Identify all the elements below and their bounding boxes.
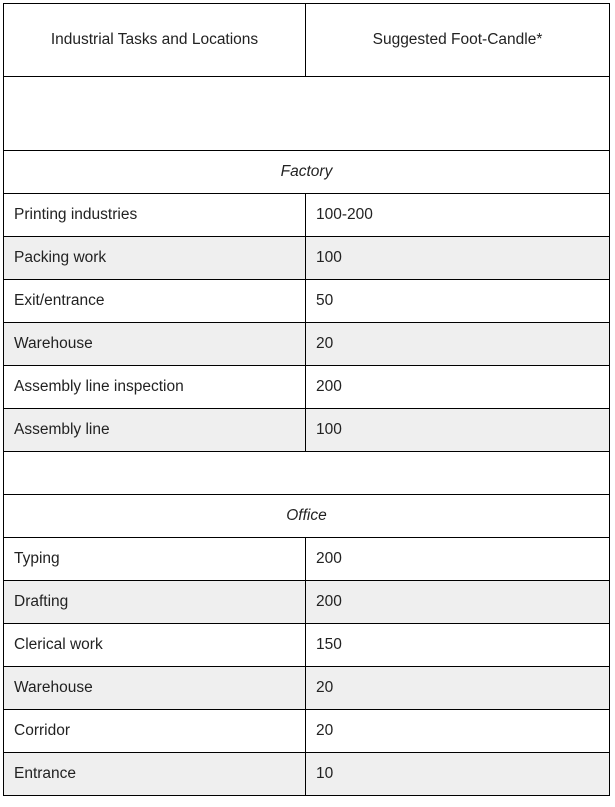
- task-cell: Assembly line: [4, 409, 306, 452]
- footcandle-cell: 200: [306, 366, 610, 409]
- section-title: Office: [4, 495, 610, 538]
- table-row: [4, 581, 610, 624]
- table-row: [4, 538, 610, 581]
- footcandle-cell: 100: [306, 409, 610, 452]
- table-row: [4, 624, 610, 667]
- table-row: [4, 237, 610, 280]
- section-title-factory: [4, 151, 610, 194]
- header-footcandle: Suggested Foot-Candle*: [306, 4, 610, 77]
- footcandle-cell: 100-200: [306, 194, 610, 237]
- footcandle-cell: 50: [306, 280, 610, 323]
- footcandle-cell: 100: [306, 237, 610, 280]
- table-row: [4, 667, 610, 710]
- lighting-table: [3, 3, 610, 796]
- footcandle-cell: 20: [306, 323, 610, 366]
- footcandle-cell: 20: [306, 667, 610, 710]
- section-title-office: [4, 495, 610, 538]
- table-row: [4, 710, 610, 753]
- spacer-row: [4, 77, 610, 151]
- task-cell: Assembly line inspection: [4, 366, 306, 409]
- footcandle-cell: 150: [306, 624, 610, 667]
- task-cell: Warehouse: [4, 323, 306, 366]
- table-row: [4, 280, 610, 323]
- footcandle-cell: 20: [306, 710, 610, 753]
- footcandle-cell: 200: [306, 581, 610, 624]
- task-cell: Packing work: [4, 237, 306, 280]
- task-cell: Corridor: [4, 710, 306, 753]
- spacer-row: [4, 452, 610, 495]
- table-row: [4, 409, 610, 452]
- task-cell: Exit/entrance: [4, 280, 306, 323]
- header-task: Industrial Tasks and Locations: [4, 4, 306, 77]
- table-header-row: [4, 4, 610, 77]
- task-cell: Printing industries: [4, 194, 306, 237]
- task-cell: Clerical work: [4, 624, 306, 667]
- table-row: [4, 323, 610, 366]
- footcandle-cell: 10: [306, 753, 610, 796]
- section-title: Factory: [4, 151, 610, 194]
- table-row: [4, 194, 610, 237]
- table-row: [4, 366, 610, 409]
- table-row: [4, 753, 610, 796]
- task-cell: Warehouse: [4, 667, 306, 710]
- footcandle-cell: 200: [306, 538, 610, 581]
- task-cell: Entrance: [4, 753, 306, 796]
- task-cell: Typing: [4, 538, 306, 581]
- task-cell: Drafting: [4, 581, 306, 624]
